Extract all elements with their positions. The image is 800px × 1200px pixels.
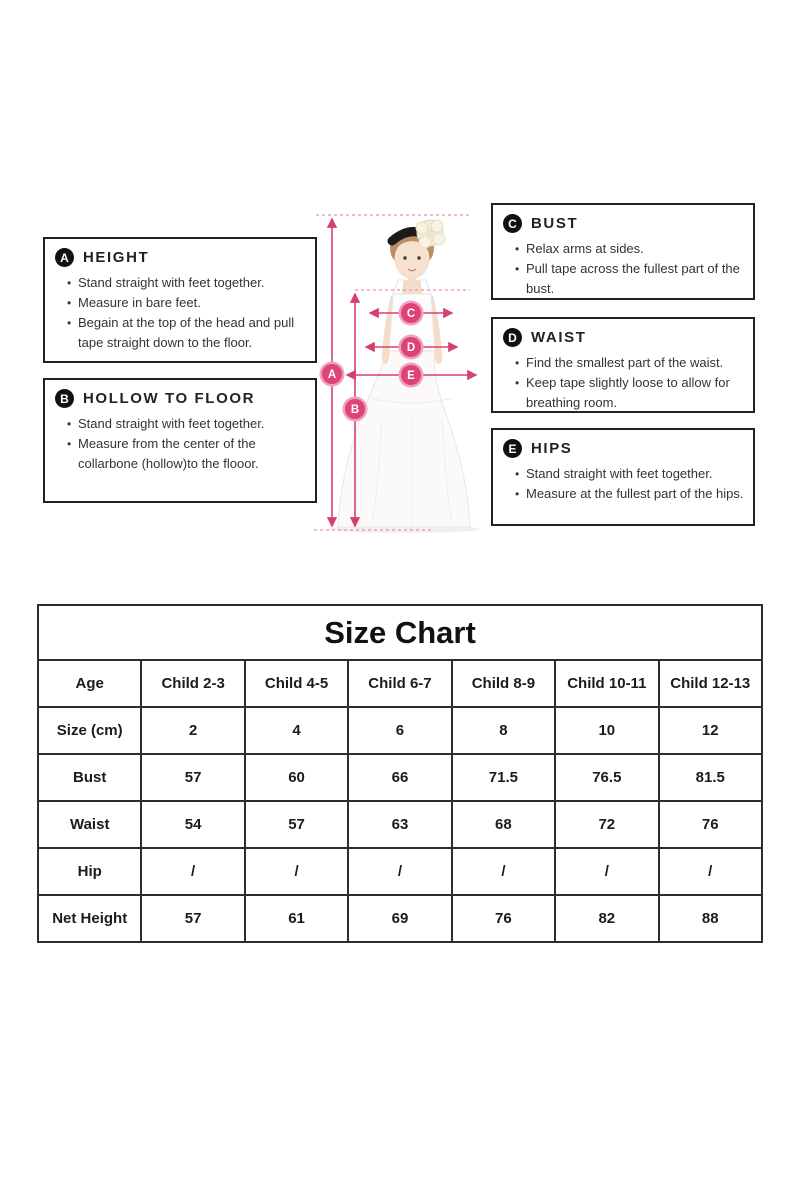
instruction-title: WAIST xyxy=(531,329,587,346)
table-row xyxy=(38,707,762,754)
table-cell: 76 xyxy=(452,895,555,942)
table-cell: 54 xyxy=(141,801,244,848)
instruction-bullet: • Relax arms at sides. xyxy=(513,239,749,259)
instruction-bullet: • Keep tape slightly loose to allow for breathing room. xyxy=(513,373,749,413)
marker-a-label: A xyxy=(327,369,337,382)
row-label: Hip xyxy=(38,848,141,895)
left-eye xyxy=(403,256,406,259)
column-header: Child 6-7 xyxy=(348,660,451,707)
row-label: Size (cm) xyxy=(38,707,141,754)
row-label: Net Height xyxy=(38,895,141,942)
column-header: Child 10-11 xyxy=(555,660,658,707)
letter-e-badge: E xyxy=(503,439,522,458)
model-figure xyxy=(312,198,494,538)
table-cell: 10 xyxy=(555,707,658,754)
instruction-header xyxy=(493,319,753,349)
table-cell: 71.5 xyxy=(452,754,555,801)
row-label: Waist xyxy=(38,801,141,848)
marker-d xyxy=(399,335,424,360)
instruction-box-hips xyxy=(491,428,755,526)
table-cell: 66 xyxy=(348,754,451,801)
column-header-age: Age xyxy=(38,660,141,707)
table-title-row xyxy=(38,605,762,660)
table-cell: 82 xyxy=(555,895,658,942)
table-row xyxy=(38,754,762,801)
table-cell: 57 xyxy=(245,801,348,848)
column-header: Child 4-5 xyxy=(245,660,348,707)
table-cell: / xyxy=(348,848,451,895)
table-cell: 61 xyxy=(245,895,348,942)
table-cell: 72 xyxy=(555,801,658,848)
instruction-bullet-list xyxy=(513,464,753,504)
table-cell: / xyxy=(141,848,244,895)
instruction-bullet-list xyxy=(65,273,315,353)
table-cell: 69 xyxy=(348,895,451,942)
table-cell: / xyxy=(245,848,348,895)
right-eye xyxy=(417,256,420,259)
marker-c xyxy=(399,301,424,326)
instruction-header xyxy=(45,380,315,410)
table-cell: 8 xyxy=(452,707,555,754)
instruction-header xyxy=(493,430,753,460)
table-row xyxy=(38,895,762,942)
column-header: Child 12-13 xyxy=(659,660,762,707)
marker-e-label: E xyxy=(407,370,415,383)
table-cell: 81.5 xyxy=(659,754,762,801)
instruction-box-height xyxy=(43,237,317,363)
instruction-bullet: • Measure from the center of the collarbone (hollow)to the flooor. xyxy=(65,434,311,474)
instruction-bullet: • Pull tape across the fullest part of the bust. xyxy=(513,259,749,299)
instruction-bullet-list xyxy=(513,239,753,299)
table-cell: 12 xyxy=(659,707,762,754)
column-header: Child 2-3 xyxy=(141,660,244,707)
letter-b-badge: B xyxy=(55,389,74,408)
table-cell: 76 xyxy=(659,801,762,848)
table-cell: 4 xyxy=(245,707,348,754)
instruction-bullet: • Measure in bare feet. xyxy=(65,293,311,313)
instruction-bullet: • Stand straight with feet together. xyxy=(65,414,311,434)
marker-b-label: B xyxy=(350,404,360,417)
instruction-bullet: • Stand straight with feet together. xyxy=(65,273,311,293)
instruction-box-bust xyxy=(491,203,755,300)
instruction-title: HIPS xyxy=(531,440,573,457)
instruction-title: HOLLOW TO FLOOR xyxy=(83,390,256,407)
table-cell: / xyxy=(555,848,658,895)
marker-e xyxy=(399,363,424,388)
table-cell: 68 xyxy=(452,801,555,848)
size-chart-title: Size Chart xyxy=(38,605,762,660)
letter-c-badge: C xyxy=(503,214,522,233)
instruction-bullet-list xyxy=(513,353,753,413)
table-cell: 57 xyxy=(141,895,244,942)
table-cell: 76.5 xyxy=(555,754,658,801)
instruction-title: HEIGHT xyxy=(83,249,150,266)
table-cell: / xyxy=(452,848,555,895)
instruction-box-waist xyxy=(491,317,755,413)
marker-a xyxy=(320,362,345,387)
letter-a-badge: A xyxy=(55,248,74,267)
instruction-bullet-list xyxy=(65,414,315,474)
table-cell: 2 xyxy=(141,707,244,754)
hair-flower xyxy=(416,220,445,248)
instruction-bullet: • Begain at the top of the head and pull tape straight down to the floor. xyxy=(65,313,311,353)
instruction-bullet: • Stand straight with feet together. xyxy=(513,464,749,484)
marker-c-label: C xyxy=(406,308,416,321)
instruction-title: BUST xyxy=(531,215,579,232)
table-row xyxy=(38,848,762,895)
marker-b xyxy=(343,397,368,422)
instruction-header xyxy=(493,205,753,235)
table-row xyxy=(38,801,762,848)
table-cell: 88 xyxy=(659,895,762,942)
table-cell: 60 xyxy=(245,754,348,801)
table-cell: / xyxy=(659,848,762,895)
size-chart-table xyxy=(37,604,763,943)
marker-d-label: D xyxy=(406,342,416,355)
column-header: Child 8-9 xyxy=(452,660,555,707)
row-label: Bust xyxy=(38,754,141,801)
table-cell: 63 xyxy=(348,801,451,848)
table-cell: 57 xyxy=(141,754,244,801)
instruction-bullet: • Measure at the fullest part of the hips. xyxy=(513,484,749,504)
letter-d-badge: D xyxy=(503,328,522,347)
instruction-box-hollow-to-floor xyxy=(43,378,317,503)
table-cell: 6 xyxy=(348,707,451,754)
instruction-header xyxy=(45,239,315,269)
table-header-row xyxy=(38,660,762,707)
instruction-bullet: • Find the smallest part of the waist. xyxy=(513,353,749,373)
